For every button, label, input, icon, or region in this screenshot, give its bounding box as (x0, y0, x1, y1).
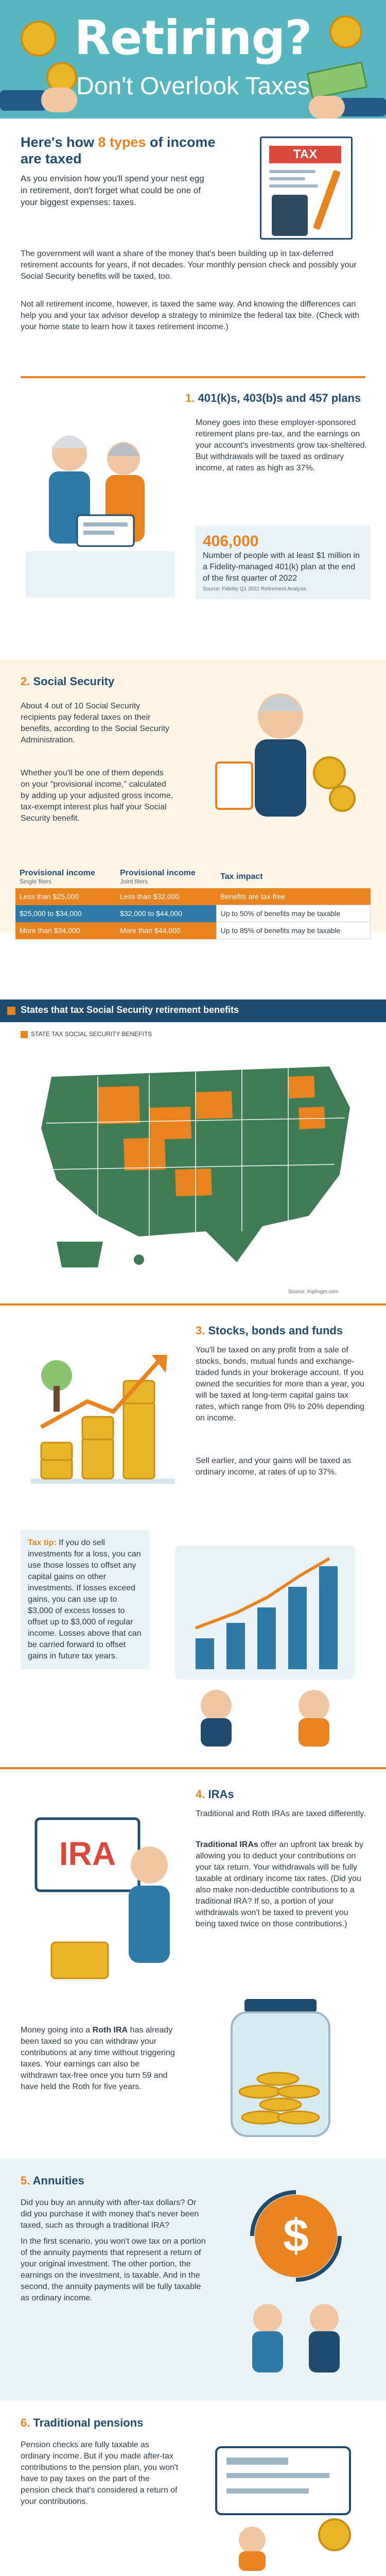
section-number: 5. (21, 2174, 30, 2187)
section-number: 4. (196, 1788, 205, 1801)
body-text: has already been taxed so you can withdraw your contributions at any time without triggering taxes. Your earnings can also be withdrawn tax-free once you turn 59 and have held the Roth for five years. (21, 2026, 175, 2091)
intro-paragraph: Not all retirement income, however, is taxed the same way. And knowing the differences can help you and your tax advisor develop a strategy to minimize the federal tax bite. (Check with your home state to learn how it taxes retirement income.) (21, 300, 360, 331)
section-title: Stocks, bonds and funds (208, 1324, 343, 1337)
legend-swatch (21, 1031, 28, 1038)
table-row (15, 922, 371, 939)
tax-form-illustration (260, 137, 353, 240)
taxing-state (124, 1138, 166, 1171)
section-heading (21, 2416, 143, 2430)
taxing-state (299, 1107, 325, 1129)
section-body: Whether you'll be one of them depends on your "provisional income," calculated by adding up your adjusted gross income, tax-exempt interest plus half your Social Security benefit. (21, 769, 173, 823)
stat-source: Source: Fidelity Q1 2022 Retirement Analysis (203, 586, 307, 592)
emphasis: Roth IRA (92, 2026, 128, 2035)
intro-heading-highlight: 8 types (98, 134, 146, 150)
header-banner (0, 0, 386, 118)
table-header: Tax impact (220, 872, 263, 881)
tax-tip-label: Tax tip: (28, 1538, 57, 1547)
svg-text:$: $ (283, 2210, 309, 2262)
table-cell: More than $34,000 (15, 922, 116, 939)
tax-tip-text: If you do sell investments for a loss, you can use those losses to offset any capital gains on other investments. If losses exceed gains, you can use up to $3,000 of excess losses to offset up to $3,000 of regular income. Losses above that can be carried forward to offset gains in future tax years. (28, 1538, 142, 1660)
section-pensions (0, 2401, 386, 2576)
section-stocks-bonds (0, 1303, 386, 1767)
table-cell: Less than $25,000 (15, 888, 116, 905)
section-annuities (0, 2159, 386, 2401)
intro-section (0, 118, 386, 371)
tax-form-line (269, 184, 318, 188)
table-cell: Up to 85% of benefits may be taxable (216, 922, 370, 939)
section-number: 2. (21, 675, 30, 688)
section-title: 401(k)s, 403(b)s and 457 plans (198, 392, 361, 404)
section-iras (0, 1767, 386, 2159)
section-body: Did you buy an annuity with after-tax dollars? Or did you purchase it with money that's never been taxed, such as through a traditional IRA? (21, 2198, 199, 2230)
calculator-icon (272, 195, 308, 236)
table-row (15, 888, 371, 905)
investor-chart-illustration (160, 1530, 371, 1747)
section-number: 1. (185, 392, 195, 404)
tax-form-band: TAX (269, 146, 341, 163)
map-source: Source: Kiplinger.com (288, 1289, 339, 1295)
section-body: Traditional and Roth IRAs are taxed differently. (196, 1809, 366, 1818)
retiree-illustration (196, 680, 365, 835)
intro-heading-prefix: Here's how (21, 134, 98, 150)
table-cell: $32,000 to $44,000 (116, 905, 216, 922)
table-cell: Benefits are tax-free (216, 888, 370, 905)
section-401k (0, 371, 386, 659)
section-divider (21, 376, 365, 378)
stat-callout (196, 526, 371, 599)
table-cell: Less than $32,000 (116, 888, 216, 905)
section-title: Annuities (32, 2174, 84, 2187)
section-social-security (0, 659, 386, 1303)
ira-board-illustration (21, 1788, 185, 2014)
taxing-state (196, 1091, 233, 1119)
tax-tip-callout (21, 1530, 149, 1669)
map-legend (21, 1030, 152, 1038)
section-body (21, 2025, 175, 2093)
taxing-state (175, 1168, 212, 1196)
section-heading (21, 2174, 84, 2188)
table-cell: More than $44,000 (116, 922, 216, 939)
map-heading-marker (7, 1007, 15, 1015)
table-header: Provisional income Joint filers (120, 869, 196, 885)
stat-number: 406,000 (203, 533, 259, 550)
pen-icon (313, 170, 341, 230)
section-body: Sell earlier, and your gains will be taxed as ordinary income, at rates of up to 37%. (196, 1456, 352, 1477)
provisional-income-table (15, 866, 371, 939)
section-number: 6. (21, 2416, 30, 2429)
section-heading (196, 1324, 343, 1337)
section-title: Traditional pensions (33, 2416, 144, 2429)
body-text: Money going into a (21, 2026, 93, 2035)
section-heading (196, 1788, 234, 1801)
table-cell: $25,000 to $34,000 (15, 905, 116, 922)
map-heading-bar (0, 999, 386, 1022)
intro-paragraph: The government will want a share of the money that's been building up in tax-deferred retirement accounts for years, if not decades. Your monthly pension check and possibly your Social Security benefits will be taxed, too. (21, 249, 357, 281)
coin-stacks-illustration (21, 1324, 185, 1520)
page-title: Retiring? (74, 10, 312, 65)
tax-form-line (269, 170, 315, 173)
section-title: IRAs (208, 1788, 234, 1801)
section-title: Social Security (33, 675, 115, 688)
intro-heading-suffix: of income are taxed (21, 134, 216, 166)
map-heading: States that tax Social Security retirement benefits (21, 1005, 239, 1015)
section-body: Pension checks are fully taxable as ordinary income. But if you made after-tax contributions to the pension plan, you won't have to pay taxes on the part of the pension check that's considered a return of your contributions. (21, 2441, 179, 2506)
page-subtitle: Don't Overlook Taxes (76, 73, 310, 100)
section-heading (185, 392, 371, 405)
section-body: You'll be taxed on any profit from a sale of stocks, bonds, mutual funds and exchange-traded funds in your brokerage account. If you owned the securities for more than a year, you will be taxed at long-term capital gains tax rates, which range from 0% to 20% depending on income. (196, 1346, 365, 1422)
taxing-state (98, 1086, 140, 1124)
table-header: Provisional income Single filers (20, 869, 95, 885)
us-states-map (21, 1046, 365, 1283)
section-heading (21, 675, 114, 688)
section-body: Money goes into these employer-sponsored retirement plans pre-tax, and the earnings on your account's investments grow tax-sheltered. But withdrawals will be taxed as ordinary income, at rates as high as 37%. (196, 418, 367, 472)
section-divider (0, 1767, 386, 1769)
emphasis: Traditional IRAs (196, 1840, 258, 1849)
section-divider (0, 1303, 386, 1306)
retired-couple-illustration (21, 397, 180, 603)
body-text: offer an upfront tax break by allowing you to deduct your contributions on your tax return. Your withdrawals will be fully taxable at ordinary income tax rates. (Did you also make non-deductible contributions to a traditional IRA? If so, a portion of your withdrawals won't be taxed to prevent you being taxed twice on those contributions.) (196, 1840, 364, 1928)
legend-label: STATE TAX SOCIAL SECURITY BENEFITS (31, 1030, 152, 1038)
section-body (196, 1839, 371, 1930)
coin-jar-illustration (196, 1989, 365, 2143)
taxing-state (288, 1076, 315, 1098)
table-cell: Up to 50% of benefits may be taxable (216, 905, 370, 922)
intro-lead: As you envision how you'll spend your nest egg in retirement, don't forget what could be one of your biggest expenses: taxes. (21, 174, 204, 207)
stat-text: Number of people with at least $1 million in a Fidelity-managed 401(k) plan at the end of the first quarter of 2022 (203, 551, 360, 583)
annuity-payment-illustration (221, 2179, 371, 2375)
tax-form-line (269, 177, 305, 180)
ira-board-label: IRA (59, 1835, 116, 1872)
table-row (15, 905, 371, 922)
intro-heading (21, 134, 237, 167)
section-body: About 4 out of 10 Social Security recipients pay federal taxes on their benefits, according to the Social Security Administration. (21, 702, 170, 744)
section-number: 3. (196, 1324, 205, 1337)
taxing-state (149, 1107, 191, 1140)
section-body: In the first scenario, you won't owe tax on a portion of the annuity payments that represent a return of your original investment. The other portion, the earnings on the investment, is taxable. And in the second, the annuity payments will be fully taxable as ordinary income. (21, 2237, 206, 2302)
arm-sleeve-illustration (340, 98, 386, 116)
pension-check-illustration (196, 2416, 371, 2571)
